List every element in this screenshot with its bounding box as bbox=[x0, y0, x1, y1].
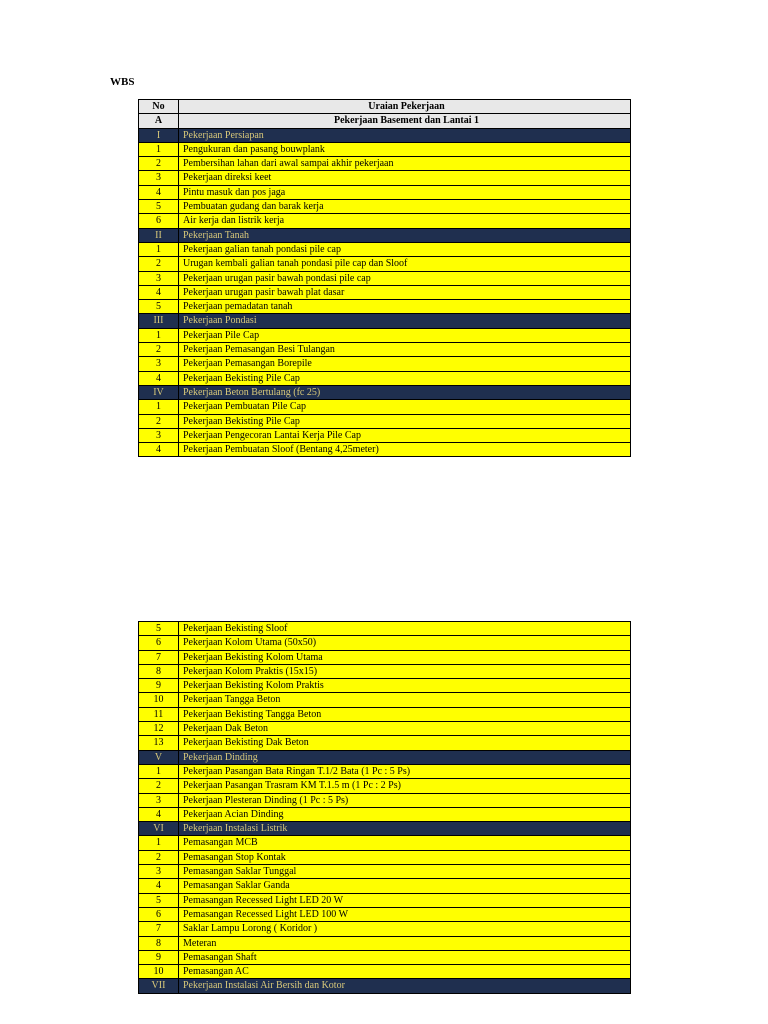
table-body-2 bbox=[139, 622, 631, 994]
group-header-row bbox=[139, 114, 631, 128]
row-number: 12 bbox=[139, 722, 179, 736]
row-number: 1 bbox=[139, 836, 179, 850]
work-item: Pemasangan AC bbox=[179, 965, 631, 979]
section-row bbox=[139, 750, 631, 764]
table-body-1 bbox=[139, 128, 631, 457]
row-number: 8 bbox=[139, 664, 179, 678]
work-item: Pekerjaan Kolom Utama (50x50) bbox=[179, 636, 631, 650]
table-row bbox=[139, 300, 631, 314]
work-item: Pemasangan Saklar Tunggal bbox=[179, 865, 631, 879]
column-header-uraian: Uraian Pekerjaan bbox=[179, 100, 631, 114]
row-number: 5 bbox=[139, 300, 179, 314]
row-number: 3 bbox=[139, 357, 179, 371]
work-item: Pemasangan Shaft bbox=[179, 950, 631, 964]
table-row bbox=[139, 414, 631, 428]
table-row bbox=[139, 171, 631, 185]
row-number: I bbox=[139, 128, 179, 142]
table-row bbox=[139, 836, 631, 850]
table-row bbox=[139, 400, 631, 414]
work-item: Pekerjaan direksi keet bbox=[179, 171, 631, 185]
work-item: Pekerjaan Dak Beton bbox=[179, 722, 631, 736]
table-row bbox=[139, 922, 631, 936]
table-row bbox=[139, 257, 631, 271]
row-number: 7 bbox=[139, 650, 179, 664]
row-number: 8 bbox=[139, 936, 179, 950]
group-number: A bbox=[139, 114, 179, 128]
row-number: 13 bbox=[139, 736, 179, 750]
work-item: Pekerjaan Acian Dinding bbox=[179, 807, 631, 821]
work-item: Pekerjaan pemadatan tanah bbox=[179, 300, 631, 314]
table-row bbox=[139, 907, 631, 921]
table-row bbox=[139, 242, 631, 256]
row-number: 3 bbox=[139, 271, 179, 285]
row-number: 11 bbox=[139, 707, 179, 721]
work-item: Pekerjaan Bekisting Sloof bbox=[179, 622, 631, 636]
row-number: 5 bbox=[139, 622, 179, 636]
row-number: 2 bbox=[139, 850, 179, 864]
work-item: Pekerjaan Pasangan Bata Ringan T.1/2 Bata (1 Pc : 5 Ps) bbox=[179, 764, 631, 778]
table-row bbox=[139, 664, 631, 678]
row-number: 2 bbox=[139, 157, 179, 171]
row-number: VII bbox=[139, 979, 179, 993]
row-number: 1 bbox=[139, 142, 179, 156]
section-title: Pekerjaan Beton Bertulang (fc 25) bbox=[179, 385, 631, 399]
work-item: Meteran bbox=[179, 936, 631, 950]
table-row bbox=[139, 693, 631, 707]
work-item: Pekerjaan Bekisting Tangga Beton bbox=[179, 707, 631, 721]
row-number: 9 bbox=[139, 679, 179, 693]
row-number: 3 bbox=[139, 793, 179, 807]
table-row bbox=[139, 850, 631, 864]
work-item: Pekerjaan Tangga Beton bbox=[179, 693, 631, 707]
work-item: Pekerjaan Kolom Praktis (15x15) bbox=[179, 664, 631, 678]
work-item: Pintu masuk dan pos jaga bbox=[179, 185, 631, 199]
table-row bbox=[139, 679, 631, 693]
section-row bbox=[139, 385, 631, 399]
column-header-no: No bbox=[139, 100, 179, 114]
table-row bbox=[139, 328, 631, 342]
row-number: 4 bbox=[139, 371, 179, 385]
table-row bbox=[139, 428, 631, 442]
section-row bbox=[139, 979, 631, 993]
table-row bbox=[139, 950, 631, 964]
table-row bbox=[139, 807, 631, 821]
row-number: 1 bbox=[139, 328, 179, 342]
table-row bbox=[139, 285, 631, 299]
work-item: Saklar Lampu Lorong ( Koridor ) bbox=[179, 922, 631, 936]
wbs-table-part-1 bbox=[138, 99, 631, 457]
row-number: 3 bbox=[139, 428, 179, 442]
row-number: 1 bbox=[139, 764, 179, 778]
row-number: 4 bbox=[139, 879, 179, 893]
section-title: Pekerjaan Instalasi Air Bersih dan Kotor bbox=[179, 979, 631, 993]
work-item: Pekerjaan Bekisting Pile Cap bbox=[179, 371, 631, 385]
row-number: 6 bbox=[139, 214, 179, 228]
row-number: 3 bbox=[139, 865, 179, 879]
work-item: Pekerjaan urugan pasir bawah pondasi pile cap bbox=[179, 271, 631, 285]
row-number: 1 bbox=[139, 400, 179, 414]
table-row bbox=[139, 443, 631, 457]
work-item: Pekerjaan Pembuatan Sloof (Bentang 4,25meter) bbox=[179, 443, 631, 457]
table-row bbox=[139, 736, 631, 750]
table-row bbox=[139, 764, 631, 778]
section-title: Pekerjaan Pondasi bbox=[179, 314, 631, 328]
work-item: Pekerjaan Pemasangan Borepile bbox=[179, 357, 631, 371]
work-item: Urugan kembali galian tanah pondasi pile cap dan Sloof bbox=[179, 257, 631, 271]
work-item: Pembuatan gudang dan barak kerja bbox=[179, 200, 631, 214]
wbs-table-part-2 bbox=[138, 621, 631, 994]
table-row bbox=[139, 185, 631, 199]
work-item: Air kerja dan listrik kerja bbox=[179, 214, 631, 228]
table-row bbox=[139, 214, 631, 228]
row-number: 2 bbox=[139, 414, 179, 428]
work-item: Pemasangan Saklar Ganda bbox=[179, 879, 631, 893]
table-row bbox=[139, 936, 631, 950]
section-row bbox=[139, 822, 631, 836]
section-title: Pekerjaan Instalasi Listrik bbox=[179, 822, 631, 836]
document-title: WBS bbox=[110, 76, 135, 88]
section-title: Pekerjaan Tanah bbox=[179, 228, 631, 242]
work-item: Pemasangan Stop Kontak bbox=[179, 850, 631, 864]
work-item: Pekerjaan Bekisting Pile Cap bbox=[179, 414, 631, 428]
section-row bbox=[139, 314, 631, 328]
section-title: Pekerjaan Dinding bbox=[179, 750, 631, 764]
table-row bbox=[139, 965, 631, 979]
table-row bbox=[139, 371, 631, 385]
table-row bbox=[139, 200, 631, 214]
table-row bbox=[139, 357, 631, 371]
table-row bbox=[139, 622, 631, 636]
row-number: 7 bbox=[139, 922, 179, 936]
row-number: 10 bbox=[139, 965, 179, 979]
row-number: 4 bbox=[139, 285, 179, 299]
row-number: 5 bbox=[139, 200, 179, 214]
work-item: Pemasangan MCB bbox=[179, 836, 631, 850]
work-item: Pembersihan lahan dari awal sampai akhir pekerjaan bbox=[179, 157, 631, 171]
row-number: 4 bbox=[139, 443, 179, 457]
table-row bbox=[139, 636, 631, 650]
table-row bbox=[139, 157, 631, 171]
group-title: Pekerjaan Basement dan Lantai 1 bbox=[179, 114, 631, 128]
row-number: 2 bbox=[139, 257, 179, 271]
table-row bbox=[139, 271, 631, 285]
row-number: V bbox=[139, 750, 179, 764]
row-number: 2 bbox=[139, 343, 179, 357]
work-item: Pekerjaan Pasangan Trasram KM T.1.5 m (1 Pc : 2 Ps) bbox=[179, 779, 631, 793]
row-number: 2 bbox=[139, 779, 179, 793]
table-row bbox=[139, 865, 631, 879]
work-item: Pekerjaan Bekisting Kolom Utama bbox=[179, 650, 631, 664]
work-item: Pekerjaan Bekisting Kolom Praktis bbox=[179, 679, 631, 693]
work-item: Pekerjaan Pile Cap bbox=[179, 328, 631, 342]
work-item: Pemasangan Recessed Light LED 20 W bbox=[179, 893, 631, 907]
work-item: Pekerjaan galian tanah pondasi pile cap bbox=[179, 242, 631, 256]
table-row bbox=[139, 343, 631, 357]
work-item: Pekerjaan Pembuatan Pile Cap bbox=[179, 400, 631, 414]
row-number: 6 bbox=[139, 636, 179, 650]
work-item: Pekerjaan Plesteran Dinding (1 Pc : 5 Ps) bbox=[179, 793, 631, 807]
row-number: III bbox=[139, 314, 179, 328]
row-number: IV bbox=[139, 385, 179, 399]
section-row bbox=[139, 228, 631, 242]
work-item: Pekerjaan Pengecoran Lantai Kerja Pile Cap bbox=[179, 428, 631, 442]
table-row bbox=[139, 707, 631, 721]
table-row bbox=[139, 879, 631, 893]
table-row bbox=[139, 893, 631, 907]
work-item: Pemasangan Recessed Light LED 100 W bbox=[179, 907, 631, 921]
row-number: 1 bbox=[139, 242, 179, 256]
row-number: 6 bbox=[139, 907, 179, 921]
table-row bbox=[139, 779, 631, 793]
table-header-row bbox=[139, 100, 631, 114]
work-item: Pekerjaan Bekisting Dak Beton bbox=[179, 736, 631, 750]
section-title: Pekerjaan Persiapan bbox=[179, 128, 631, 142]
row-number: 9 bbox=[139, 950, 179, 964]
work-item: Pekerjaan Pemasangan Besi Tulangan bbox=[179, 343, 631, 357]
work-item: Pengukuran dan pasang bouwplank bbox=[179, 142, 631, 156]
table-row bbox=[139, 650, 631, 664]
row-number: II bbox=[139, 228, 179, 242]
row-number: 4 bbox=[139, 185, 179, 199]
row-number: 3 bbox=[139, 171, 179, 185]
work-item: Pekerjaan urugan pasir bawah plat dasar bbox=[179, 285, 631, 299]
table-row bbox=[139, 722, 631, 736]
row-number: 4 bbox=[139, 807, 179, 821]
table-row bbox=[139, 793, 631, 807]
table-row bbox=[139, 142, 631, 156]
row-number: 5 bbox=[139, 893, 179, 907]
row-number: VI bbox=[139, 822, 179, 836]
section-row bbox=[139, 128, 631, 142]
row-number: 10 bbox=[139, 693, 179, 707]
